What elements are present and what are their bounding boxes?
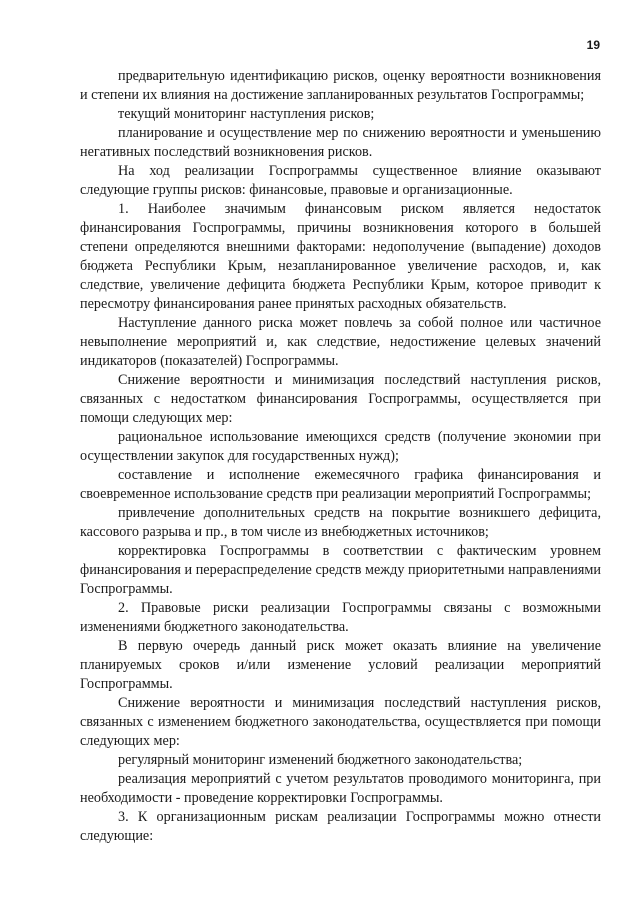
paragraph: предварительную идентификацию рисков, оценку вероятности возникновения и степени их влияния на достижение запланированных результатов Госпрограммы; (80, 68, 601, 103)
paragraph: планирование и осуществление мер по снижению вероятности и уменьшению негативных последствий возникновения рисков. (80, 125, 601, 160)
paragraph: текущий мониторинг наступления рисков; (118, 106, 375, 122)
document-body (80, 67, 601, 846)
paragraph: Наступление данного риска может повлечь за собой полное или частичное невыполнение мероприятий и, как следствие, недостижение целевых значений индикаторов (показателей) Госпрограммы. (80, 315, 601, 369)
paragraph: Снижение вероятности и минимизация последствий наступления рисков, связанных с изменением бюджетного законодательства, осуществляется при помощи следующих мер: (80, 695, 601, 749)
paragraph: В первую очередь данный риск может оказать влияние на увеличение планируемых сроков и/или изменение условий реализации мероприятий Госпрограммы. (80, 638, 601, 692)
paragraph: Снижение вероятности и минимизация последствий наступления рисков, связанных с недостатком финансирования Госпрограммы, осуществляется при помощи следующих мер: (80, 372, 601, 426)
paragraph: На ход реализации Госпрограммы существенное влияние оказывают следующие группы рисков: финансовые, правовые и организационные. (80, 163, 601, 198)
paragraph: рациональное использование имеющихся средств (получение экономии при осуществлении закупок для государственных нужд); (80, 429, 601, 464)
paragraph: 3. К организационным рискам реализации Госпрограммы можно отнести следующие: (80, 809, 601, 844)
paragraph: 1. Наиболее значимым финансовым риском является недостаток финансирования Госпрограммы, причины возникновения которого в большей степени определяются внешними факторами: недополучение (выпадение) доходов бюджета Республики Крым, незапланированное увеличение расходов, и, как следствие, увеличение дефицита бюджета Республики Крым, которое приводит к пересмотру финансирования ранее принятых расходных обязательств. (80, 201, 601, 312)
paragraph: корректировка Госпрограммы в соответствии с фактическим уровнем финансирования и перераспределение средств между приоритетными направлениями Госпрограммы. (80, 543, 601, 597)
paragraph: привлечение дополнительных средств на покрытие возникшего дефицита, кассового разрыва и пр., в том числе из внебюджетных источников; (80, 505, 601, 540)
paragraph: реализация мероприятий с учетом результатов проводимого мониторинга, при необходимости - проведение корректировки Госпрограммы. (80, 771, 601, 806)
paragraph: составление и исполнение ежемесячного графика финансирования и своевременное использование средств при реализации мероприятий Госпрограммы; (80, 467, 601, 502)
page-number: 19 (586, 38, 600, 52)
paragraph: 2. Правовые риски реализации Госпрограммы связаны с возможными изменениями бюджетного законодательства. (80, 600, 601, 635)
paragraph: регулярный мониторинг изменений бюджетного законодательства; (118, 752, 523, 768)
